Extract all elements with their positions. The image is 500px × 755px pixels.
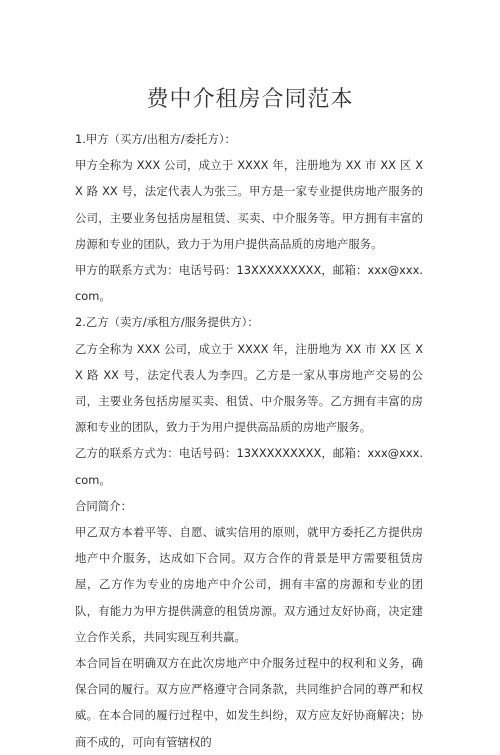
document-body — [75, 126, 423, 755]
party-a-description: 甲方全称为 XXX 公司，成立于 XXXX 年，注册地为 XX 市 XX 区 XX 路 XX 号，法定代表人为张三。甲方是一家专业提供房地产服务的公司，主要业务包括房屋租赁、买卖、中介服务等。甲方拥有丰富的房源和专业的团队，致力于为用户提供高品质的房地产服务。 — [75, 158, 423, 251]
contract-intro-paragraph: 甲乙双方本着平等、自愿、诚实信用的原则，就甲方委托乙方提供房地产中介服务，达成如下合同。双方合作的背景是甲方需要租赁房屋，乙方作为专业的房地产中介公司，拥有丰富的房源和专业的团队，有能力为甲方提供满意的租赁房源。双方通过友好协商，决定建立合作关系，共同实现互利共赢。 — [75, 525, 423, 644]
party-b-contact: 乙方的联系方式为：电话号码：13XXXXXXXXX，邮箱：xxx@xxx.com。 — [75, 446, 423, 487]
contract-purpose-paragraph: 本合同旨在明确双方在此次房地产中介服务过程中的权利和义务，确保合同的履行。双方应严格遵守合同条款，共同维护合同的尊严和权威。在本合同的履行过程中，如发生纠纷，双方应友好协商解决；协商不成的，可向有管辖权的 — [75, 656, 423, 749]
party-b-description: 乙方全称为 XXX 公司，成立于 XXXX 年，注册地为 XX 市 XX 区 XX 路 XX 号，法定代表人为李四。乙方是一家从事房地产交易的公司，主要业务包括房屋买卖、租赁、中介服务等。乙方拥有丰富的房源和专业的团队，致力于为用户提供高品质的房地产服务。 — [75, 341, 423, 435]
document-title: 费中介租房合同范本 — [146, 87, 354, 112]
contract-intro-heading: 合同简介： — [75, 498, 132, 513]
party-a-contact: 甲方的联系方式为：电话号码：13XXXXXXXXX，邮箱：xxx@xxx.com。 — [75, 263, 423, 304]
party-a-heading: 1.甲方（买方/出租方/委托方）： — [75, 132, 236, 146]
party-b-heading: 2.乙方（卖方/承租方/服务提供方）： — [75, 315, 259, 330]
